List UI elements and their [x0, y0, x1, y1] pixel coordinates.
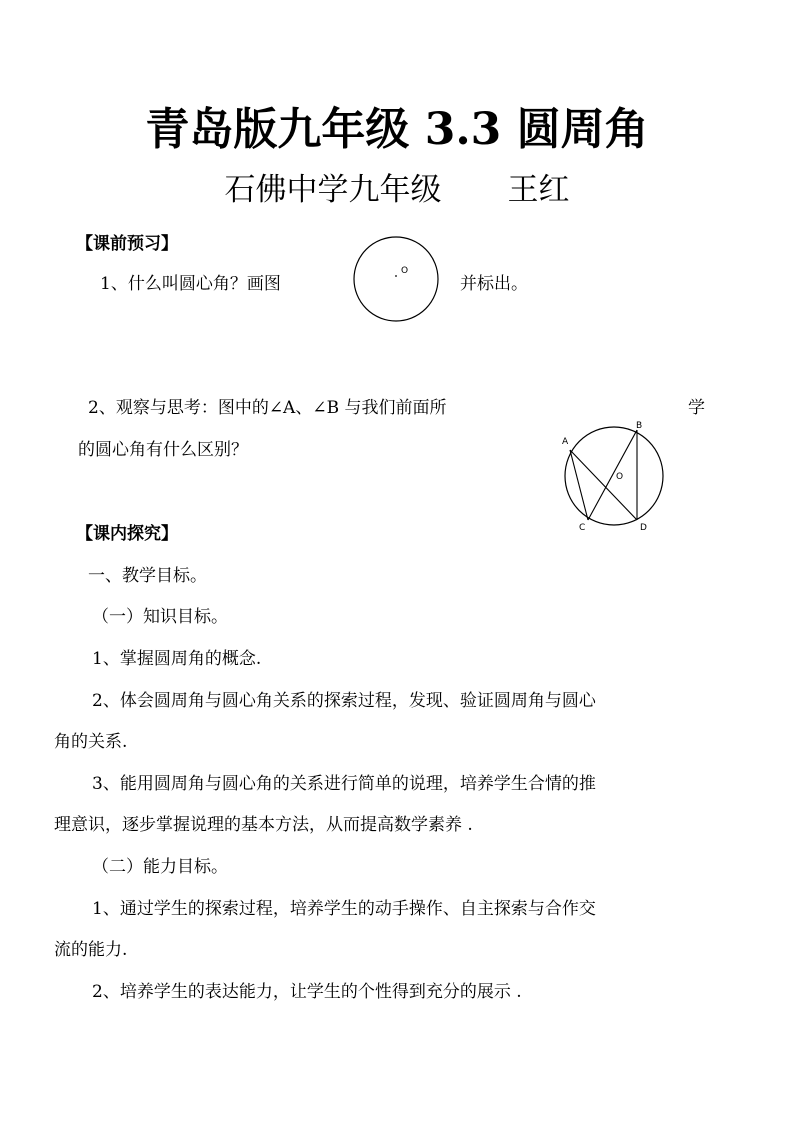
- knowledge-goal-2-line-1: 2、体会圆周角与圆心角关系的探索过程，发现、验证圆周角与圆心: [92, 691, 596, 711]
- center-label-o: O: [401, 266, 409, 276]
- ability-goal-2: 2、培养学生的表达能力，让学生的个性得到充分的展示 .: [92, 982, 522, 1002]
- author-name: 王红: [507, 172, 570, 208]
- school-name: 石佛中学九年级: [224, 172, 442, 208]
- knowledge-goal-2-line-2: 角的关系.: [54, 732, 128, 752]
- circle-outline: [565, 427, 663, 525]
- ability-goals-title: （二）能力目标。: [92, 857, 228, 877]
- question-1-text: 1、什么叫圆心角？画图: [100, 274, 281, 294]
- point-label-b: B: [636, 421, 643, 431]
- document-title: 青岛版九年级 3.3 圆周角: [145, 104, 649, 155]
- circle-outline: [354, 237, 438, 321]
- circle-figure-2: [558, 418, 666, 534]
- ability-goal-1-line-1: 1、通过学生的探索过程，培养学生的动手操作、自主探索与合作交: [92, 899, 596, 919]
- knowledge-goal-1: 1、掌握圆周角的概念.: [92, 649, 262, 669]
- question-1-suffix: 并标出。: [460, 274, 528, 294]
- point-label-a: A: [562, 437, 569, 447]
- knowledge-goal-3-line-2: 理意识，逐步掌握说理的基本方法，从而提高数学素养 .: [54, 815, 473, 835]
- preview-heading: 【课前预习】: [76, 234, 178, 254]
- chord-bc: [588, 430, 637, 520]
- question-2-line-1: 2、观察与思考：图中的∠A、∠B 与我们前面所: [88, 398, 447, 418]
- question-2-tail: 学: [688, 398, 705, 418]
- point-label-d: D: [640, 523, 647, 533]
- circle-figure-1: [352, 235, 442, 325]
- document-subtitle: [0, 168, 794, 212]
- center-point: [395, 275, 397, 277]
- knowledge-goals-title: （一）知识目标。: [92, 607, 228, 627]
- ability-goal-1-line-2: 流的能力.: [54, 940, 128, 960]
- chord-ad: [570, 450, 637, 520]
- section-1-title: 一、教学目标。: [88, 566, 207, 586]
- knowledge-goal-3-line-1: 3、能用圆周角与圆心角的关系进行简单的说理，培养学生合情的推: [92, 774, 596, 794]
- point-label-c: C: [579, 523, 586, 533]
- center-label-o: O: [616, 472, 624, 482]
- explore-heading: 【课内探究】: [76, 524, 178, 544]
- question-2-line-2: 的圆心角有什么区别？: [78, 440, 248, 460]
